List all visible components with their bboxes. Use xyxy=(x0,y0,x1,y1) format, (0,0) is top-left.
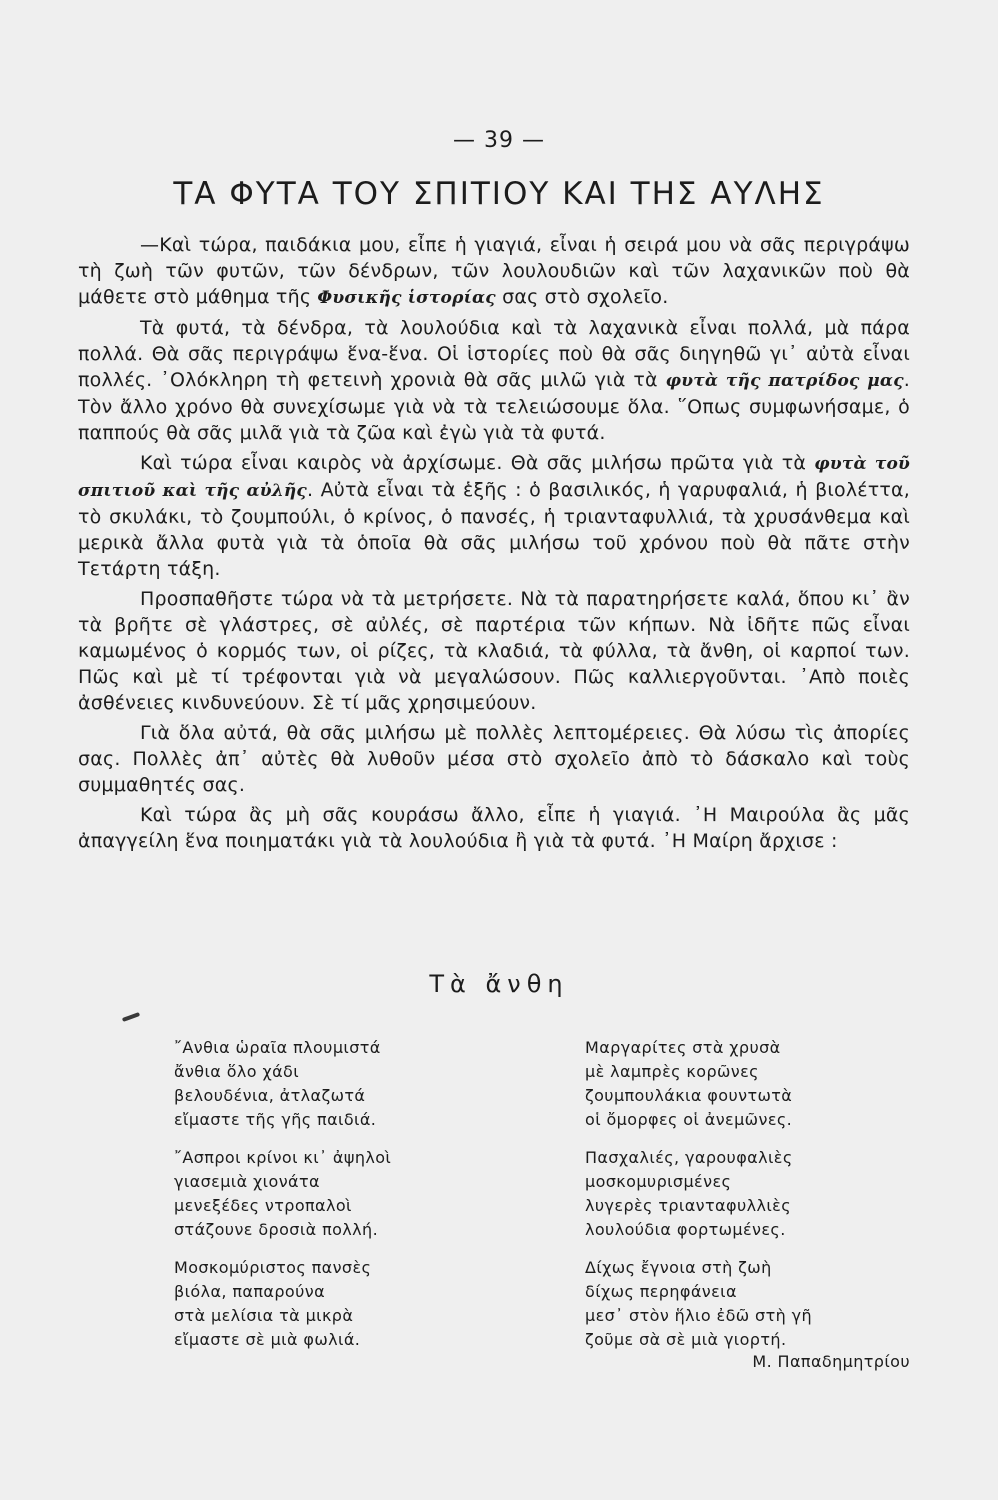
stanza xyxy=(174,1036,494,1132)
emphasis-house-plants: φυτὰ τοῦ σπιτιοῦ καὶ τῆς αὐλῆς xyxy=(78,454,910,501)
poem-line: μεσ᾿ στὸν ἥλιο ἐδῶ στὴ γῆ xyxy=(585,1306,813,1325)
paragraph-6: Καὶ τώρα ἂς μὴ σᾶς κουράσω ἄλλο, εἶπε ἡ γιαγιά. ᾿Η Μαιρούλα ἂς μᾶς ἀπαγγείλη ἕνα ποιηματάκι γιὰ τὰ λουλούδια ἢ γιὰ τὰ φυτά. ᾿Η Μαίρη ἄρχισε : xyxy=(78,804,910,852)
prose-body xyxy=(78,232,910,858)
poem-line: βιόλα, παπαρούνα xyxy=(174,1282,326,1301)
paragraph-5: Γιὰ ὅλα αὐτά, θὰ σᾶς μιλήσω μὲ πολλὲς λεπτομέρειες. Θὰ λύσω τὶς ἀπορίες σας. Πολλὲς ἀπ᾿ αὐτὲς θὰ λυθοῦν μέσα στὸ σχολεῖο ἀπὸ τὸ δάσκαλο καὶ τοὺς συμμαθητές σας. xyxy=(78,722,910,796)
poem-line: Πασχαλιές, γαρουφαλιὲς xyxy=(585,1148,793,1167)
stanza xyxy=(174,1256,494,1352)
stanza xyxy=(585,1256,885,1352)
stanza xyxy=(585,1146,885,1242)
poem-line: Δίχως ἔγνοια στὴ ζωὴ xyxy=(585,1258,772,1277)
poem-line: μοσκομυρισμένες xyxy=(585,1172,732,1191)
emphasis-natural-history: Φυσικῆς ἱστορίας xyxy=(317,288,496,308)
emphasis-homeland-plants: φυτὰ τῆς πατρίδος μας xyxy=(665,371,904,391)
paragraph-3: Καὶ τώρα εἶναι καιρὸς νὰ ἀρχίσωμε. Θὰ σᾶς μιλήσω πρῶτα γιὰ τὰ φυτὰ τοῦ σπιτιοῦ καὶ τῆς αὐλῆς. Αὐτὰ εἶναι τὰ ἑξῆς : ὁ βασιλικός, ἡ γαρυφαλιά, ἡ βιολέττα, τὸ σκυλάκι, τὸ ζουμπούλι, ὁ κρίνος, ὁ πανσές, ἡ τριανταφυλλιά, τὰ χρυσάνθεμα καὶ μερικὰ ἄλλα φυτὰ γιὰ τὰ ὁποῖα θὰ σᾶς μιλήσω τοῦ χρόνου ποὺ θὰ πᾶτε στὴν Τετάρτη τάξη. xyxy=(78,452,911,580)
poem-line: στάζουνε δροσιὰ πολλή. xyxy=(174,1220,379,1239)
poem-line: εἴμαστε τῆς γῆς παιδιά. xyxy=(174,1110,377,1129)
poem-column-left xyxy=(174,1036,494,1366)
poem-column-right xyxy=(585,1036,885,1366)
poem-line: Μοσκομύριστος πανσὲς xyxy=(174,1258,372,1277)
poem-line: μὲ λαμπρὲς κορῶνες xyxy=(585,1062,759,1081)
poem-line: εἴμαστε σὲ μιὰ φωλιά. xyxy=(174,1330,361,1349)
poem-line: Μαργαρίτες στὰ χρυσὰ xyxy=(585,1038,781,1057)
paragraph-4: Προσπαθῆστε τώρα νὰ τὰ μετρήσετε. Νὰ τὰ παρατηρήσετε καλά, ὅπου κι᾿ ἂν τὰ βρῆτε σὲ γλάστρες, σὲ αὐλές, σὲ παρτέρια τῶν κήπων. Νὰ ἰδῆτε πῶς εἶναι καμωμένος ὁ κορμός των, οἱ ρίζες, τὰ κλαδιά, τὰ φύλλα, τὰ ἄνθη, οἱ καρποί των. Πῶς καὶ μὲ τί τρέφονται γιὰ νὰ μεγαλώσουν. Πῶς καλλιεργοῦνται. ᾿Απὸ ποιὲς ἀσθένειες κινδυνεύουν. Σὲ τί μᾶς χρησιμεύουν. xyxy=(78,588,910,714)
poem-line: δίχως περηφάνεια xyxy=(585,1282,737,1301)
stanza xyxy=(174,1146,494,1242)
poem-line: βελουδένια, ἀτλαζωτά xyxy=(174,1086,366,1105)
poem-line: οἱ ὄμορφες οἱ ἀνεμῶνες. xyxy=(585,1110,793,1129)
paragraph-1: —Καὶ τώρα, παιδάκια μου, εἶπε ἡ γιαγιά, εἶναι ἡ σειρά μου νὰ σᾶς περιγράψω τὴ ζωὴ τῶν φυτῶν, τῶν δένδρων, τῶν λουλουδιῶν καὶ τῶν λαχανικῶν ποὺ θὰ μάθετε στὸ μάθημα τῆς Φυσικῆς ἱστορίας σας στὸ σχολεῖο. xyxy=(78,234,910,308)
stanza xyxy=(585,1036,885,1132)
ink-mark xyxy=(122,1012,140,1022)
paragraph-2: Τὰ φυτά, τὰ δένδρα, τὰ λουλούδια καὶ τὰ λαχανικὰ εἶναι πολλά, μὰ πάρα πολλά. Θὰ σᾶς περιγράψω ἕνα-ἕνα. Οἱ ἱστορίες ποὺ θὰ σᾶς διηγηθῶ γι᾿ αὐτὰ εἶναι πολλές. ᾿Ολόκληρη τὴ φετεινὴ χρονιὰ θὰ σᾶς μιλῶ γιὰ τὰ φυτὰ τῆς πατρίδος μας. Τὸν ἄλλο χρόνο θὰ συνεχίσωμε γιὰ νὰ τὰ τελειώσουμε ὅλα. ῞Οπως συμφωνήσαμε, ὁ παππούς θὰ σᾶς μιλᾶ γιὰ τὰ ζῶα καὶ ἐγὼ γιὰ τὰ φυτά. xyxy=(78,317,911,444)
poem-line: γιασεμιὰ χιονάτα xyxy=(174,1172,320,1191)
poem-line: ζουμπουλάκια φουντωτὰ xyxy=(585,1086,793,1105)
chapter-title: ΤΑ ΦΥΤΑ ΤΟΥ ΣΠΙΤΙΟΥ ΚΑΙ ΤΗΣ ΑΥΛΗΣ xyxy=(173,176,825,212)
poem-line: λυγερὲς τριανταφυλλιὲς xyxy=(585,1196,791,1215)
poem-line: λουλούδια φορτωμένες. xyxy=(585,1220,786,1239)
poem-line: στὰ μελίσια τὰ μικρὰ xyxy=(174,1306,354,1325)
poem-line: ῎Ασπροι κρίνοι κι᾿ ἀψηλοὶ xyxy=(174,1148,392,1167)
poem-line: ῎Ανθια ὡραῖα πλουμιστά xyxy=(174,1038,381,1057)
page-number: — 39 — xyxy=(453,128,545,153)
poem-line: μενεξέδες ντροπαλοὶ xyxy=(174,1196,352,1215)
poem-line: ἄνθια ὅλο χάδι xyxy=(174,1062,300,1081)
poem-title: Τὰ ἄνθη xyxy=(429,970,569,998)
poem-line: ζοῦμε σὰ σὲ μιὰ γιορτή. xyxy=(585,1330,787,1349)
poem-author: Μ. Παπαδημητρίου xyxy=(752,1352,910,1371)
